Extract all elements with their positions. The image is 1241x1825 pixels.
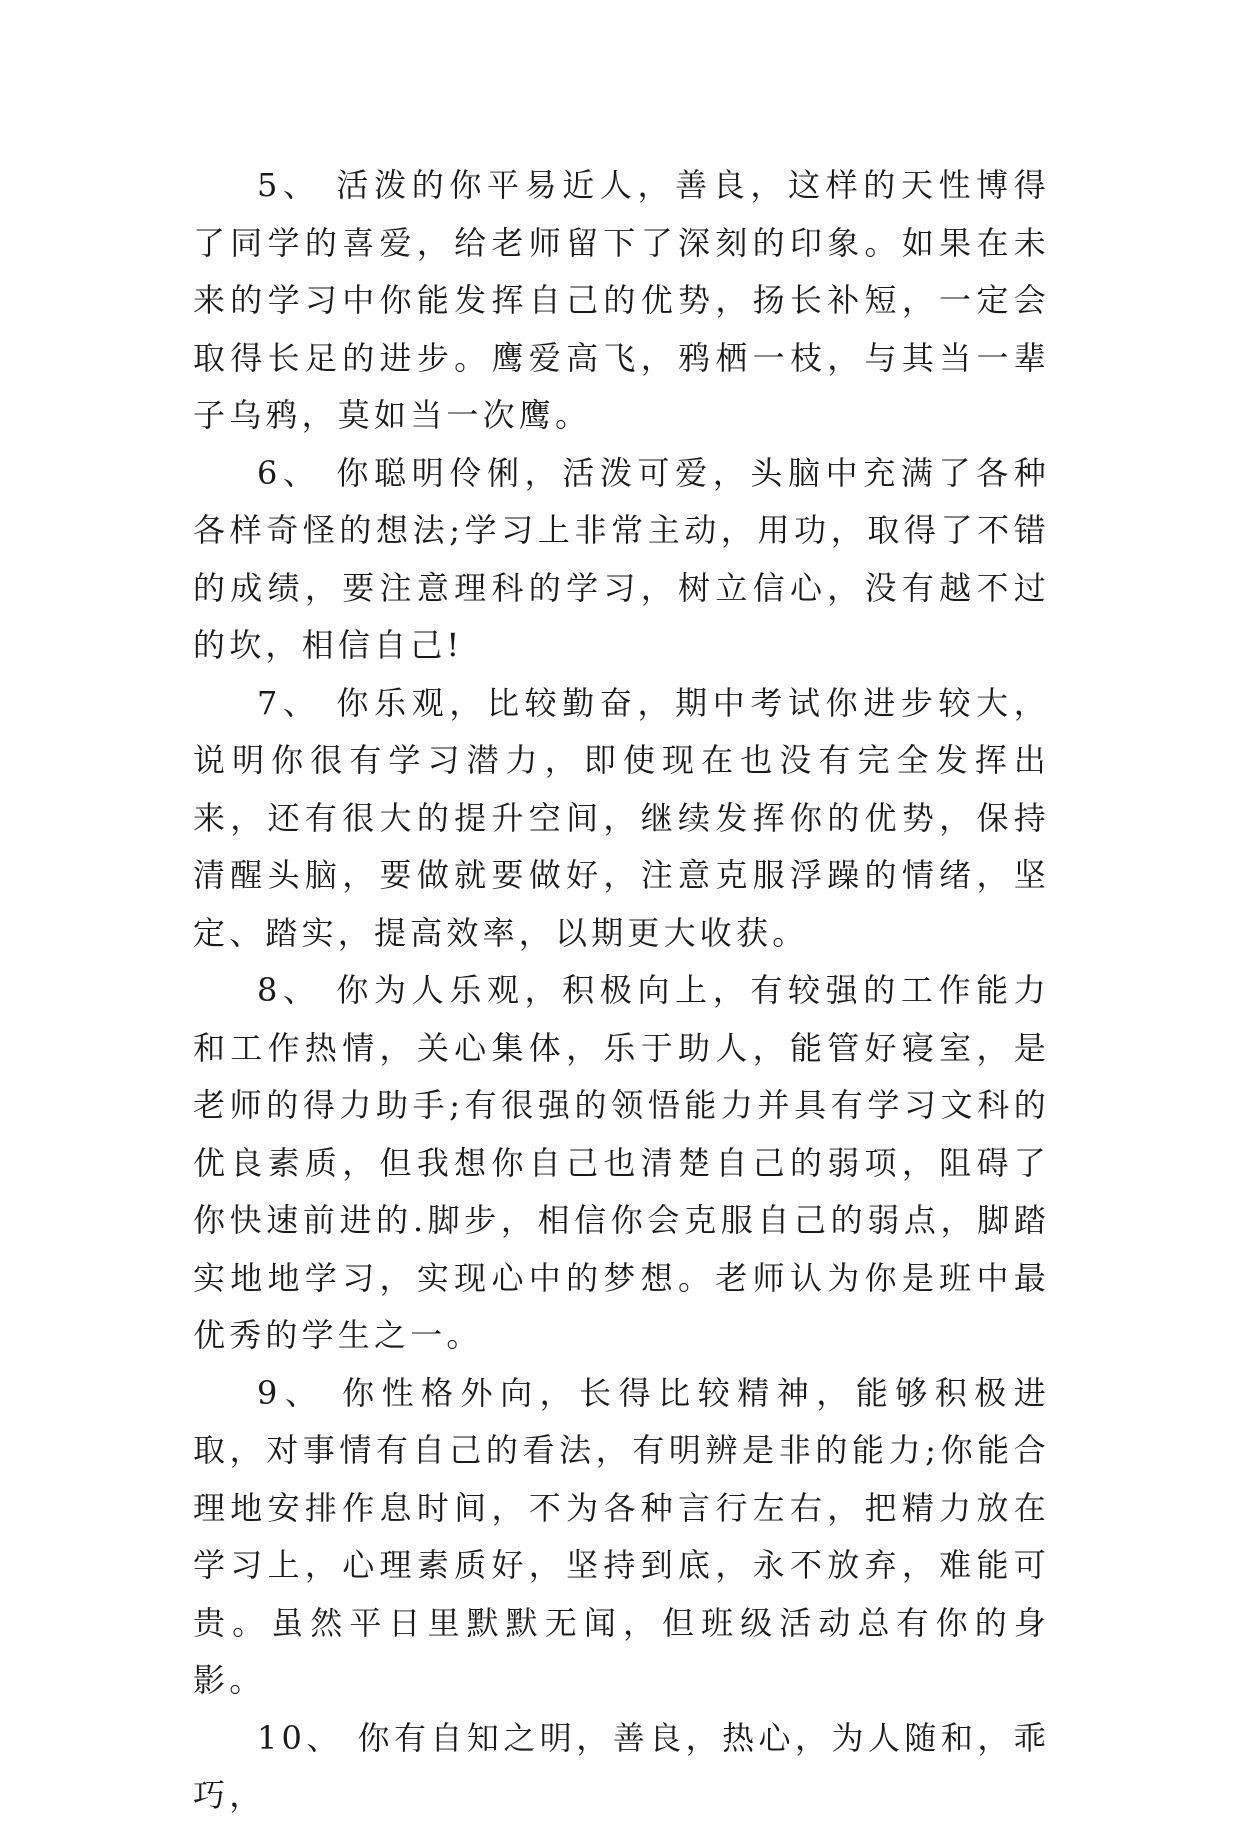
comment-paragraph-10: 10、 你有自知之明，善良，热心，为人随和，乖巧， — [193, 1718, 1050, 1814]
document-body — [193, 157, 1050, 1825]
comment-paragraph-8: 8、 你为人乐观，积极向上，有较强的工作能力和工作热情，关心集体，乐于助人，能管好寝室，是老师的得力助手;有很强的领悟能力并具有学习文科的优良素质，但我想你自己也清楚自己的弱项，阻碍了你快速前进的.脚步，相信你会克服自己的弱点，脚踏实地地学习，实现心中的梦想。老师认为你是班中最优秀的学生之一。 — [193, 971, 1050, 1354]
comment-paragraph-9: 9、 你性格外向，长得比较精神，能够积极进取，对事情有自己的看法，有明辨是非的能力;你能合理地安排作息时间，不为各种言行左右，把精力放在学习上，心理素质好，坚持到底，永不放弃，难能可贵。虽然平日里默默无闻，但班级活动总有你的身影。 — [193, 1373, 1050, 1699]
comment-paragraph-6: 6、 你聪明伶俐，活泼可爱，头脑中充满了各种各样奇怪的想法;学习上非常主动，用功，取得了不错的成绩，要注意理科的学习，树立信心，没有越不过的坎，相信自己! — [193, 453, 1050, 664]
comment-paragraph-7: 7、 你乐观，比较勤奋，期中考试你进步较大，说明你很有学习潜力，即使现在也没有完全发挥出来，还有很大的提升空间，继续发挥你的优势，保持清醒头脑，要做就要做好，注意克服浮躁的情绪，坚定、踏实，提高效率，以期更大收获。 — [193, 683, 1050, 952]
comment-paragraph-5: 5、 活泼的你平易近人，善良，这样的天性博得了同学的喜爱，给老师留下了深刻的印象。如果在未来的学习中你能发挥自己的优势，扬长补短，一定会取得长足的进步。鹰爱高飞，鸦栖一枝，与其当一辈子乌鸦，莫如当一次鹰。 — [193, 166, 1050, 434]
